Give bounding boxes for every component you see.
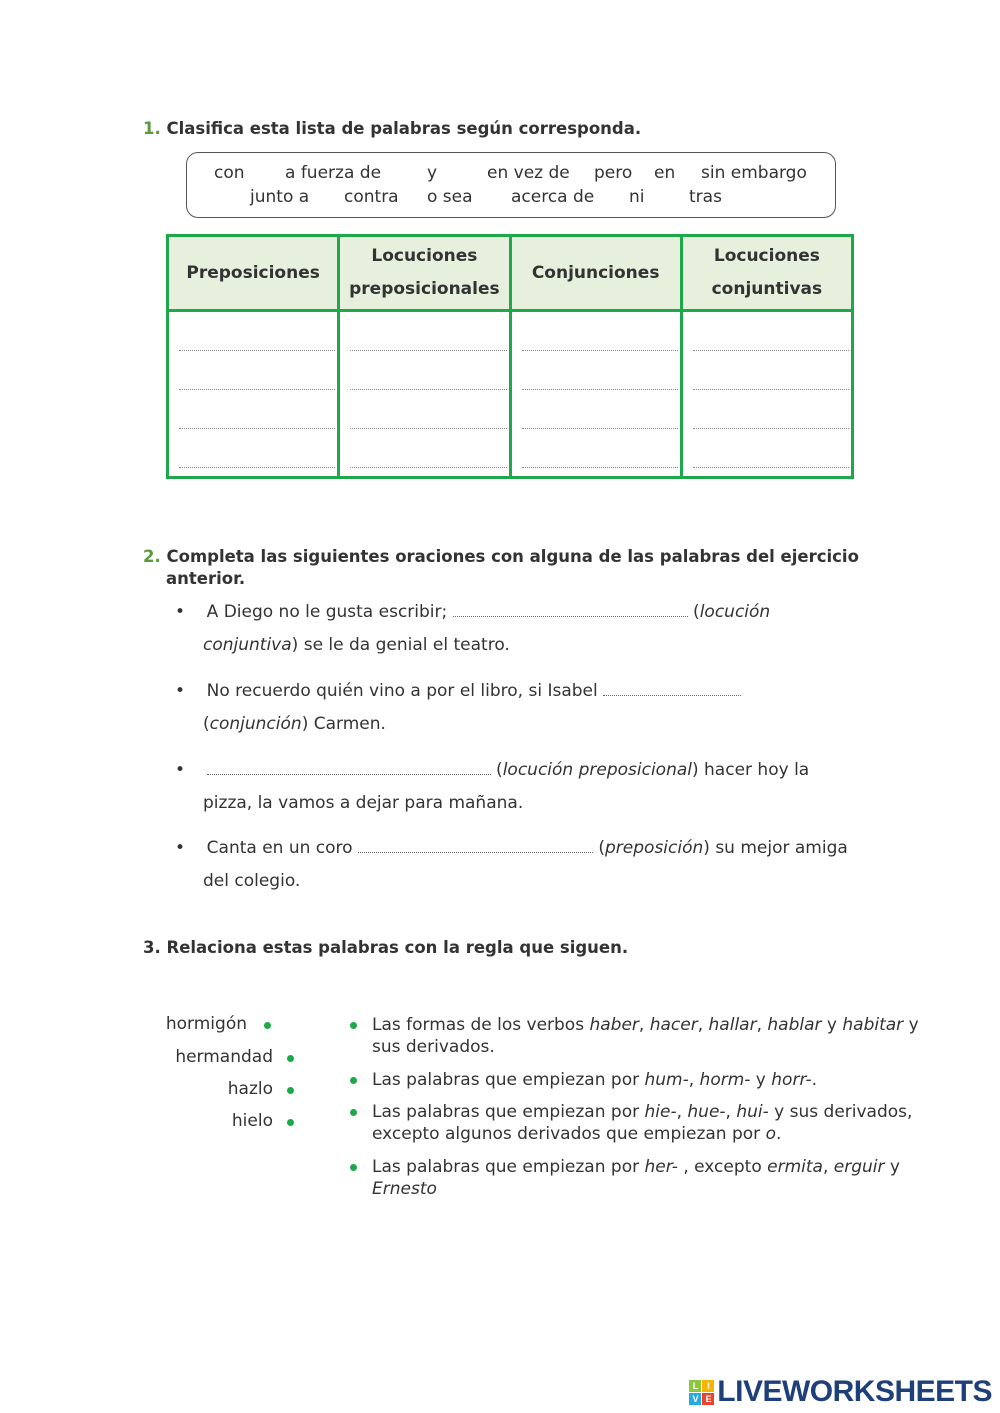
rule-3: Las palabras que empiezan por hie-, hue-, hui- y sus derivados, excepto algunos derivados que empiezan por o. [372, 1102, 913, 1144]
match-dot[interactable] [287, 1055, 294, 1062]
answer-blank[interactable] [358, 834, 593, 853]
sentence-4: • Canta en un coro (preposición) su mejor amiga del colegio. [175, 832, 875, 898]
match-dot[interactable] [287, 1087, 294, 1094]
answer-cell[interactable] [510, 311, 681, 478]
word: ni [629, 187, 645, 207]
answer-blank[interactable] [207, 756, 491, 775]
exercise-2-title: 2. Completa las siguientes oraciones con alguna de las palabras del ejercicio anterior. [143, 547, 859, 588]
match-word: hormigón [165, 1014, 247, 1034]
sentence-1: • A Diego no le gusta escribir; (locución conjuntiva) se le da genial el teatro. [175, 596, 875, 662]
logo-icon: L I V E [689, 1380, 714, 1405]
rule-1: Las formas de los verbos haber, hacer, hallar, hablar y habitar y sus derivados. [372, 1015, 919, 1057]
header-locuciones-conjuntivas: Locuciones conjuntivas [681, 236, 852, 311]
rule-dot[interactable] [350, 1164, 357, 1171]
word: contra [344, 187, 399, 207]
word: a fuerza de [285, 163, 382, 183]
word: o sea [427, 187, 473, 207]
answer-cell[interactable] [681, 311, 852, 478]
rule-dot[interactable] [350, 1109, 357, 1116]
sentence-2: • No recuerdo quién vino a por el libro, si Isabel (conjunción) Carmen. [175, 675, 875, 741]
word: en [654, 163, 676, 183]
answer-blank[interactable] [603, 677, 741, 696]
word: acerca de [511, 187, 595, 207]
exercise-1-title: 1. Clasifica esta lista de palabras según corresponda. [143, 119, 642, 138]
word: tras [689, 187, 722, 207]
exercise-3-title: 3. Relaciona estas palabras con la regla que siguen. [143, 938, 629, 957]
word-bank [186, 152, 836, 218]
match-word: hielo [231, 1111, 273, 1131]
word: y [427, 163, 438, 183]
header-preposiciones: Preposiciones [168, 236, 339, 311]
rule-dot[interactable] [350, 1022, 357, 1029]
answer-cell[interactable] [168, 311, 339, 478]
word: sin embargo [701, 163, 807, 183]
sentence-3: • (locución preposicional) hacer hoy la pizza, la vamos a dejar para mañana. [175, 754, 875, 820]
rule-4: Las palabras que empiezan por her- , excepto ermita, erguir y Ernesto [372, 1157, 900, 1199]
answer-blank[interactable] [453, 598, 688, 617]
match-word: hermandad [175, 1047, 273, 1067]
word: con [214, 163, 245, 183]
word: pero [594, 163, 633, 183]
header-locuciones-preposicionales: Locuciones preposicionales [339, 236, 510, 311]
header-conjunciones: Conjunciones [510, 236, 681, 311]
word: junto a [250, 187, 310, 207]
answer-cell[interactable] [339, 311, 510, 478]
liveworksheets-logo: L I V E LIVEWORKSHEETS [689, 1375, 992, 1409]
classification-table [166, 234, 854, 479]
rule-2: Las palabras que empiezan por hum-, horm- y horr-. [372, 1070, 818, 1090]
match-dot[interactable] [287, 1119, 294, 1126]
word: en vez de [487, 163, 570, 183]
rule-dot[interactable] [350, 1077, 357, 1084]
match-dot[interactable] [264, 1022, 271, 1029]
match-word: hazlo [227, 1079, 273, 1099]
